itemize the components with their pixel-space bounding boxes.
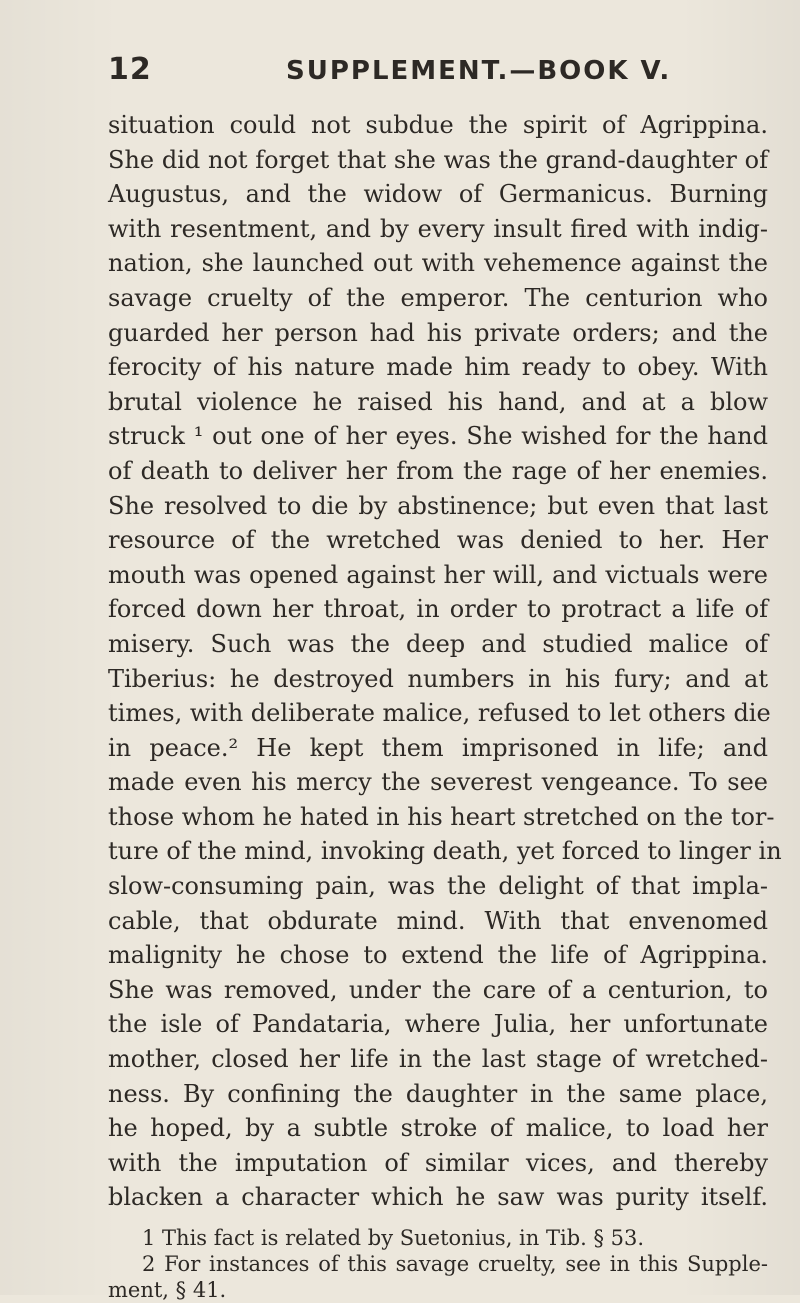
text-line: situation could not subdue the spirit of Agrippina.: [108, 111, 768, 139]
text-line: She resolved to die by abstinence; but even that last: [108, 491, 768, 520]
text-line: mouth was opened against her will, and victuals were: [108, 560, 768, 589]
text-line: the isle of Pandataria, where Julia, her unfortunate: [108, 1010, 768, 1039]
text-line: ture of the mind, invoking death, yet forced to linger in: [108, 837, 782, 866]
text-line: ness. By confining the daughter in the same place,: [108, 1079, 768, 1108]
text-line: made even his mercy the severest vengeance. To see: [108, 768, 768, 797]
text-line: She was removed, under the care of a centurion, to: [108, 975, 768, 1004]
text-line: those whom he hated in his heart stretched on the tor-: [108, 802, 775, 831]
text-line: malignity he chose to extend the life of Agrippina.: [108, 941, 768, 970]
text-line: of death to deliver her from the rage of her enemies.: [108, 456, 768, 485]
page-number: 12: [108, 52, 152, 87]
section-title: SUPPLEMENT.—BOOK V.: [286, 56, 672, 86]
text-line: with resentment, and by every insult fired with indig-: [108, 214, 768, 243]
text-line: nation, she launched out with vehemence against the: [108, 249, 768, 278]
footnote-2-continuation: ment, § 41.: [108, 1278, 227, 1302]
text-line: guarded her person had his private orders; and the: [108, 318, 768, 347]
text-line: ferocity of his nature made him ready to obey. With: [108, 353, 768, 382]
text-line: savage cruelty of the emperor. The centurion who: [108, 283, 768, 312]
text-line: he hoped, by a subtle stroke of malice, to load her: [108, 1114, 768, 1143]
text-line: resource of the wretched was denied to her. Her: [108, 526, 768, 555]
text-line: blacken a character which he saw was purity itself.: [108, 1183, 768, 1212]
text-line: in peace.² He kept them imprisoned in life; and: [108, 733, 768, 762]
footnote-2: 2 For instances of this savage cruelty, see in this Supple-: [142, 1252, 768, 1276]
body-text: [108, 108, 782, 1215]
text-line: She did not forget that she was the grand-daughter of: [108, 145, 768, 174]
footnotes: [108, 1225, 768, 1303]
text-line: brutal violence he raised his hand, and at a blow: [108, 387, 768, 416]
footnote-1: 1 This fact is related by Suetonius, in Tib. § 53.: [142, 1226, 645, 1250]
text-line: with the imputation of similar vices, and thereby: [108, 1148, 768, 1177]
text-line: mother, closed her life in the last stage of wretched-: [108, 1045, 768, 1074]
text-line: Augustus, and the widow of Germanicus. Burning: [108, 180, 768, 209]
text-line: times, with deliberate malice, refused to let others die: [108, 699, 771, 728]
text-line: struck ¹ out one of her eyes. She wished for the hand: [108, 422, 768, 451]
text-line: forced down her throat, in order to protract a life of: [108, 595, 768, 624]
text-line: cable, that obdurate mind. With that envenomed: [108, 906, 768, 935]
text-line: misery. Such was the deep and studied malice of: [108, 629, 768, 658]
text-line: slow-consuming pain, was the delight of that impla-: [108, 872, 768, 901]
text-line: Tiberius: he destroyed numbers in his fury; and at: [108, 664, 768, 693]
running-head: [108, 46, 760, 90]
